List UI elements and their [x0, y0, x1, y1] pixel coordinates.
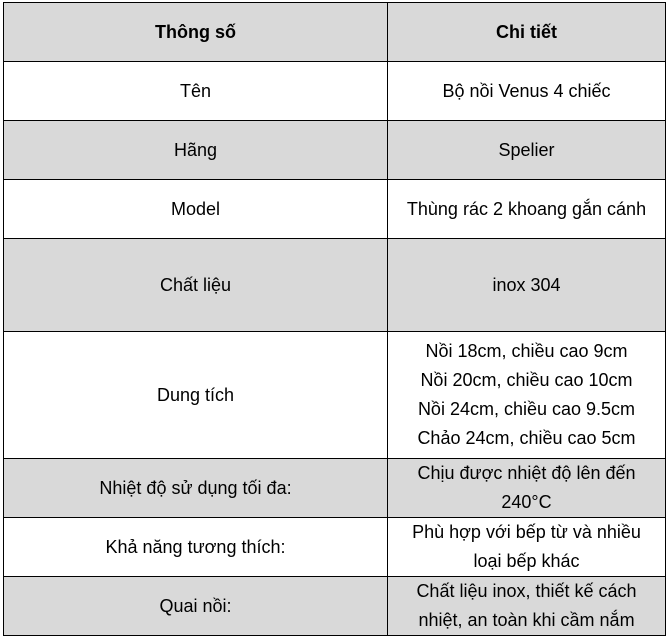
row-detail [388, 518, 666, 577]
detail-line: Bộ nồi Venus 4 chiếc [442, 80, 611, 101]
row-detail [388, 62, 666, 121]
row-label: Tên [4, 62, 388, 121]
table-row [4, 180, 666, 239]
row-detail [388, 180, 666, 239]
row-detail [388, 332, 666, 459]
table-row [4, 332, 666, 459]
detail-line: Chất liệu inox, thiết kế cách [416, 581, 637, 601]
row-detail [388, 121, 666, 180]
detail-line: loại bếp khác [473, 551, 580, 571]
detail-line: Nồi 24cm, chiều cao 9.5cm [417, 399, 636, 419]
row-label: Nhiệt độ sử dụng tối đa: [4, 459, 388, 518]
row-label: Hãng [4, 121, 388, 180]
table-row [4, 239, 666, 332]
row-label: Dung tích [4, 332, 388, 459]
header-row [4, 3, 666, 62]
detail-line: Chịu được nhiệt độ lên đến [417, 463, 636, 483]
row-detail [388, 239, 666, 332]
row-label: Quai nồi: [4, 577, 388, 636]
table-row [4, 62, 666, 121]
detail-line: Nồi 18cm, chiều cao 9cm [425, 341, 628, 361]
spec-table [3, 2, 666, 636]
detail-line: 240°C [501, 492, 552, 512]
row-label: Model [4, 180, 388, 239]
header-spec: Thông số [4, 3, 388, 62]
detail-line: nhiệt, an toàn khi cầm nắm [418, 610, 635, 630]
detail-line: Chảo 24cm, chiều cao 5cm [417, 428, 636, 448]
row-label: Khả năng tương thích: [4, 518, 388, 577]
row-label: Chất liệu [4, 239, 388, 332]
detail-line: Nồi 20cm, chiều cao 10cm [420, 370, 633, 390]
detail-line: Spelier [498, 139, 555, 160]
row-detail [388, 459, 666, 518]
row-detail [388, 577, 666, 636]
table-row [4, 121, 666, 180]
header-detail: Chi tiết [388, 3, 666, 62]
detail-line: Thùng rác 2 khoang gắn cánh [406, 198, 647, 219]
detail-line: Phù hợp với bếp từ và nhiều [412, 522, 641, 542]
table-row [4, 518, 666, 577]
detail-line: inox 304 [492, 274, 561, 295]
table-row [4, 459, 666, 518]
table-row [4, 577, 666, 636]
